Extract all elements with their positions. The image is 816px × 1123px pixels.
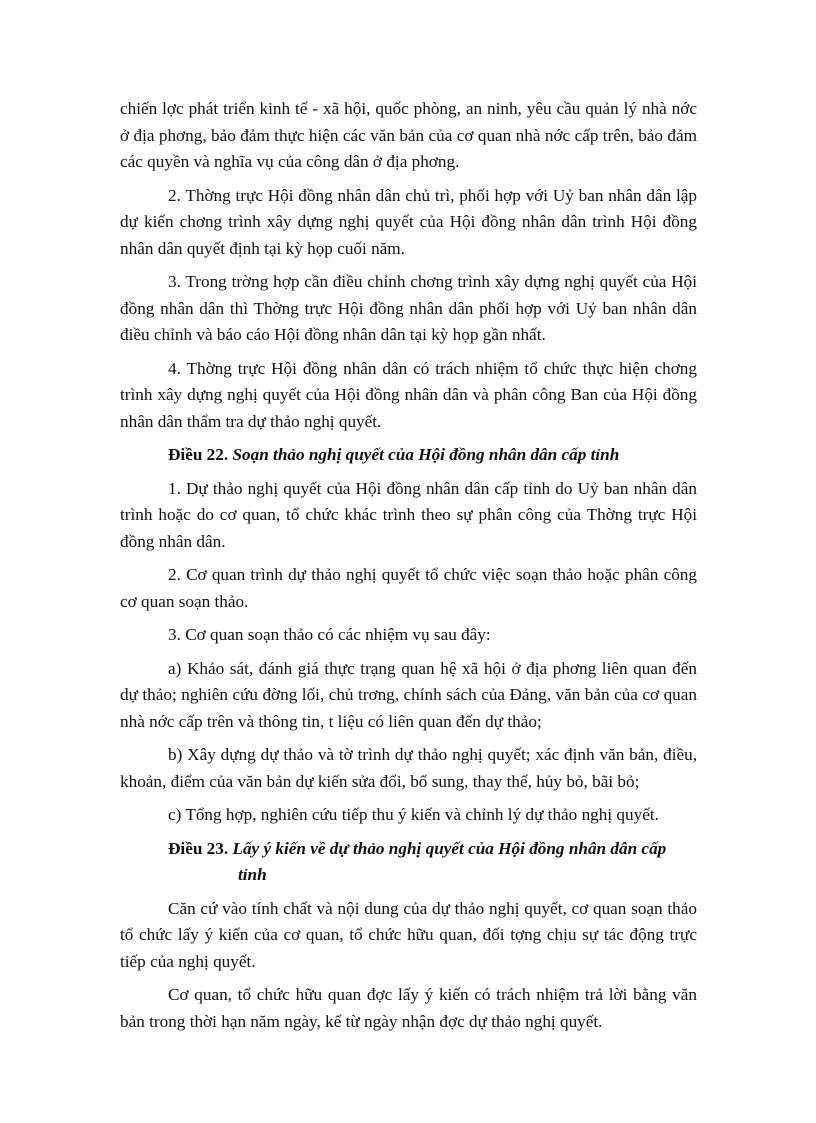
article-22-heading — [120, 442, 697, 469]
article-22-clause-3: 3. Cơ quan soạn thảo có các nhiệm vụ sau đây: — [168, 625, 491, 644]
paragraph-continuation: chiến lợc phát triển kinh tế - xã hội, quốc phòng, an ninh, yêu cầu quản lý nhà nớc ở địa phơng, bảo đảm thực hiện các văn bản của cơ quan nhà nớc cấp trên, bảo đảm các quyền và nghĩa vụ của công dân ở địa phơng. — [120, 99, 697, 171]
article-22-clause-2: 2. Cơ quan trình dự thảo nghị quyết tổ chức việc soạn thảo hoặc phân công cơ quan soạn thảo. — [120, 565, 697, 611]
article-22-point-c: c) Tổng hợp, nghiên cứu tiếp thu ý kiến và chỉnh lý dự thảo nghị quyết. — [168, 805, 659, 824]
document-page — [120, 96, 697, 1042]
article-22-point-a: a) Khảo sát, đánh giá thực trạng quan hệ xã hội ở địa phơng liên quan đến dự thảo; nghiên cứu đờng lối, chủ trơng, chính sách của Đảng, văn bản của cơ quan nhà nớc cấp trên và thông tin, t liệu có liên quan đến dự thảo; — [120, 658, 697, 731]
article-22-point-b: b) Xây dựng dự thảo và tờ trình dự thảo nghị quyết; xác định văn bản, điều, khoản, điểm của văn bản dự kiến sửa đổi, bổ sung, thay thế, hủy bỏ, bãi bỏ; — [120, 745, 697, 791]
clause-3: 3. Trong trờng hợp cần điều chỉnh chơng trình xây dựng nghị quyết của Hội đồng nhân dân thì Thờng trực Hội đồng nhân dân phối hợp với Uỷ ban nhân dân điều chỉnh và báo cáo Hội đồng nhân dân tại kỳ họp gần nhất. — [120, 272, 697, 344]
clause-4: 4. Thờng trực Hội đồng nhân dân có trách nhiệm tổ chức thực hiện chơng trình xây dựng nghị quyết của Hội đồng nhân dân và phân công Ban của Hội đồng nhân dân thẩm tra dự thảo nghị quyết. — [120, 358, 697, 431]
article-23-heading — [120, 836, 697, 889]
article-23-title: Lấy ý kiến về dự thảo nghị quyết của Hội đồng nhân dân cấp tỉnh — [232, 838, 667, 884]
article-23-paragraph-1: Căn cứ vào tính chất và nội dung của dự thảo nghị quyết, cơ quan soạn thảo tổ chức lấy ý kiến của cơ quan, tổ chức hữu quan, đối tợng chịu sự tác động trực tiếp của nghị quyết. — [120, 898, 697, 971]
clause-2: 2. Thờng trực Hội đồng nhân dân chủ trì, phối hợp với Uỷ ban nhân dân lập dự kiến chơng trình xây dựng nghị quyết của Hội đồng nhân dân trình Hội đồng nhân dân quyết định tại kỳ họp cuối năm. — [120, 185, 697, 258]
article-23-number: Điều 23. — [168, 838, 229, 858]
article-22-title: Soạn thảo nghị quyết của Hội đồng nhân dân cấp tỉnh — [232, 445, 620, 464]
article-22-clause-1: 1. Dự thảo nghị quyết của Hội đồng nhân dân cấp tỉnh do Uỷ ban nhân dân trình hoặc do cơ quan, tổ chức khác trình theo sự phân công của Thờng trực Hội đồng nhân dân. — [120, 478, 697, 551]
article-23-paragraph-2: Cơ quan, tổ chức hữu quan đợc lấy ý kiến có trách nhiệm trả lời bằng văn bản trong thời hạn năm ngày, kể từ ngày nhận đợc dự thảo nghị quyết. — [120, 985, 697, 1031]
article-22-number: Điều 22. — [168, 445, 229, 464]
